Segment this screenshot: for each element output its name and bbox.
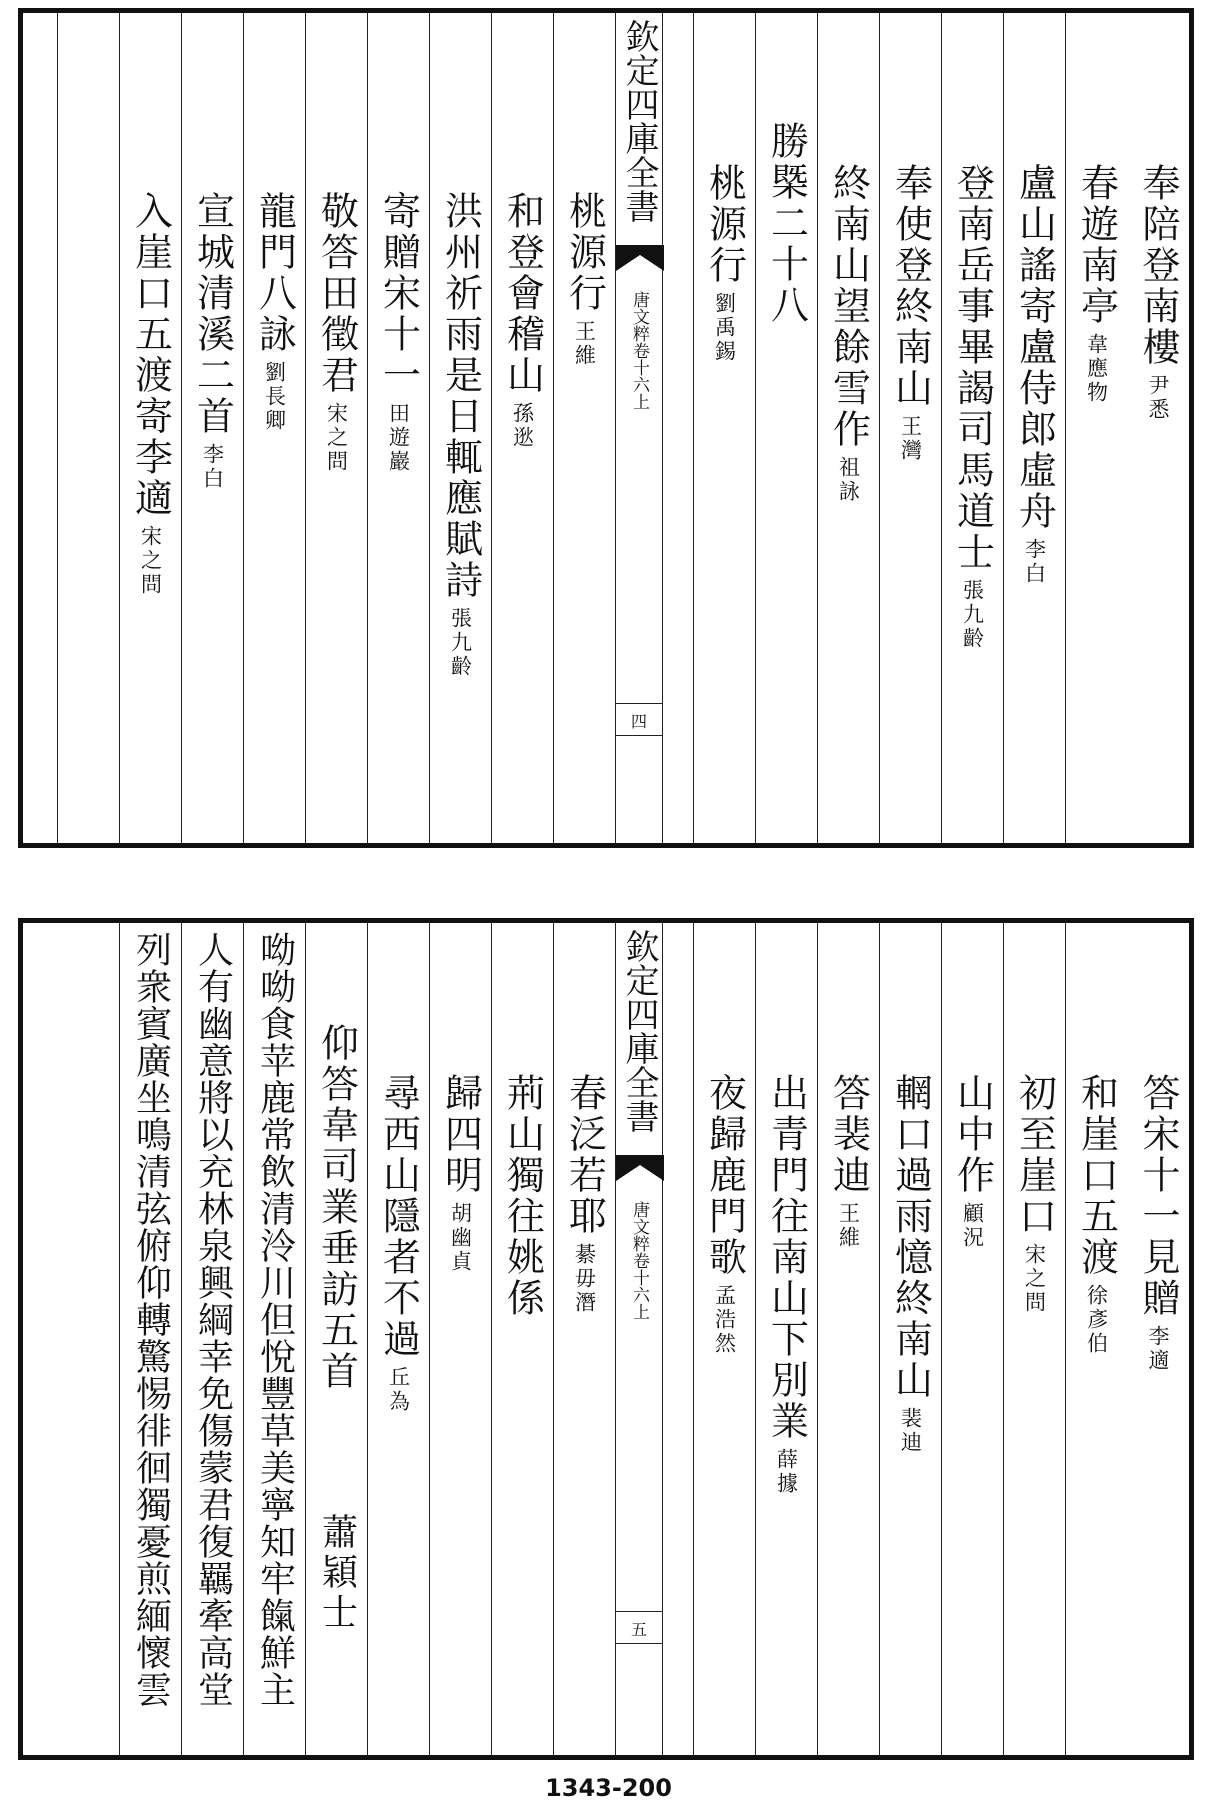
poem-title: 夜歸鹿門歌	[702, 1073, 747, 1278]
top-column-7	[755, 13, 817, 843]
poem-author: 孫逖	[510, 402, 535, 450]
poem-author: 尹悉	[1146, 374, 1170, 422]
fold-title: 欽定四庫全書	[619, 929, 659, 1133]
fold-separator	[616, 735, 662, 736]
fold-page-number: 五	[630, 1620, 648, 1639]
bottom-column-14	[243, 923, 305, 1755]
poem-title: 仰答韋司業垂訪五首	[314, 1023, 359, 1392]
poem-title: 和登會稽山	[500, 191, 545, 396]
fold-volume: 唐文粹卷十六上	[629, 291, 649, 410]
bottom-entry-3	[1012, 1073, 1057, 1315]
top-entry-12	[376, 191, 421, 474]
bottom-entry-2	[1074, 1073, 1119, 1356]
bottom-entry-6	[826, 1073, 871, 1250]
poem-author: 徐彥伯	[1084, 1284, 1109, 1356]
top-entry-17	[69, 191, 109, 197]
top-entry-15	[190, 191, 235, 491]
poem-author: 宋之問	[138, 525, 163, 597]
bottom-column-6	[817, 923, 879, 1755]
poem-author: 王維	[572, 320, 597, 368]
poem-title: 春泛若耶	[562, 1073, 607, 1237]
poem-title: 洪州祈雨是日輒應賦詩	[438, 191, 483, 601]
bottom-column-9	[553, 923, 615, 1755]
poem-title: 宣城清溪二首	[190, 191, 235, 437]
bottom-column-4	[941, 923, 1003, 1755]
poem-author: 張九齡	[960, 579, 985, 651]
top-column-2	[1065, 13, 1127, 843]
bottom-column-15	[181, 923, 243, 1755]
fold-separator	[616, 1611, 662, 1612]
poem-author: 祖詠	[836, 456, 861, 504]
bottom-entry-7	[764, 1073, 809, 1496]
bottom-entry-12	[376, 1073, 421, 1414]
bottom-entry-4	[950, 1073, 995, 1250]
poem-author: 王灣	[898, 415, 923, 463]
top-page-panel	[18, 8, 1194, 848]
top-entry-11	[438, 191, 483, 679]
poem-title: 終南山望餘雪作	[826, 163, 871, 450]
top-column-4	[941, 13, 1003, 843]
bottom-column-12	[367, 923, 429, 1755]
fold-separator	[616, 703, 662, 704]
poem-author: 顧況	[960, 1202, 985, 1250]
poem-author: 李適	[1146, 1325, 1170, 1373]
top-column-1	[1127, 13, 1189, 843]
poem-title: 荊山獨往姚係	[500, 1073, 545, 1319]
poem-title: 寄贈宋十一	[376, 191, 421, 396]
poem-author: 李白	[200, 443, 225, 491]
bottom-column-13	[305, 923, 367, 1755]
top-entry-9	[562, 191, 607, 368]
top-column-13	[305, 13, 367, 843]
poem-title: 龍門八詠	[252, 191, 297, 355]
top-entry-2	[1074, 163, 1119, 405]
poem-author: 韋應物	[1084, 333, 1109, 405]
poem-title: 和崖口五渡	[1074, 1073, 1119, 1278]
bottom-column-11	[429, 923, 491, 1755]
bottom-column-16	[119, 923, 181, 1755]
top-entry-1	[1138, 163, 1178, 422]
top-entry-8	[702, 163, 747, 364]
bottom-entry-11	[438, 1073, 483, 1274]
poem-line-2: 人有幽意將以充林泉興綱幸免傷蒙君復羈牽高堂	[192, 931, 234, 1708]
top-column-17	[57, 13, 119, 843]
poem-title: 登南岳事畢謁司馬道士	[950, 163, 995, 573]
bottom-column-10	[491, 923, 553, 1755]
poem-title: 奉使登終南山	[888, 163, 933, 409]
bottom-entry-10	[500, 1073, 545, 1325]
bottom-column-3	[1003, 923, 1065, 1755]
poem-title: 出青門往南山下別業	[764, 1073, 809, 1442]
top-column-16	[119, 13, 181, 843]
top-entry-10	[500, 191, 545, 450]
poem-title: 桃源行	[702, 163, 747, 286]
poem-author: 宋之問	[324, 402, 349, 474]
bottom-entry-5	[888, 1073, 933, 1455]
bottom-entry-9	[562, 1073, 607, 1315]
page-catalog-code: 1343-200	[545, 1774, 672, 1802]
bottom-column-2	[1065, 923, 1127, 1755]
poem-author: 綦毋潛	[572, 1243, 597, 1315]
poem-author: 裴迪	[898, 1407, 923, 1455]
poem-author: 宋之問	[1022, 1243, 1047, 1315]
poem-title: 答宋十一見贈	[1136, 1073, 1180, 1319]
poem-title: 山中作	[950, 1073, 995, 1196]
top-column-6	[817, 13, 879, 843]
poem-title: 盧山謠寄盧侍郎虛舟	[1012, 163, 1057, 532]
poem-line-1: 呦呦食苹鹿常飲清泠川但悅豐草美寧知牢餼鮮主	[254, 931, 296, 1708]
poem-author: 胡幽貞	[448, 1202, 473, 1274]
top-column-9	[553, 13, 615, 843]
top-column-3	[1003, 13, 1065, 843]
bottom-entry-8	[702, 1073, 747, 1356]
bottom-column-8	[693, 923, 755, 1755]
poem-author: 劉長卿	[262, 361, 287, 433]
poem-title: 輞口過雨憶終南山	[888, 1073, 933, 1401]
poem-line-3: 列衆賓廣坐鳴清弦俯仰轉驚惕徘徊獨憂煎緬懷雲	[130, 931, 172, 1708]
bottom-column-7	[755, 923, 817, 1755]
top-column-8	[693, 13, 755, 843]
poem-title: 敬答田徵君	[314, 191, 359, 396]
bottom-column-5	[879, 923, 941, 1755]
top-column-14	[243, 13, 305, 843]
top-center-fold	[615, 13, 663, 843]
poem-title: 奉陪登南樓	[1136, 163, 1180, 368]
poem-title: 答裴迪	[826, 1073, 871, 1196]
bottom-entry-13	[314, 1023, 359, 1398]
poem-author: 薛據	[774, 1448, 799, 1496]
poet-name: 蕭穎士	[316, 1513, 358, 1633]
top-entry-16	[128, 191, 173, 597]
top-entry-3	[1012, 163, 1057, 586]
poem-title: 桃源行	[562, 191, 607, 314]
poem-author: 王維	[836, 1202, 861, 1250]
fold-separator	[616, 1643, 662, 1644]
top-column-10	[491, 13, 553, 843]
fold-page-number: 四	[630, 712, 648, 731]
top-entry-4	[950, 163, 995, 651]
top-column-15	[181, 13, 243, 843]
poem-author: 孟浩然	[712, 1284, 737, 1356]
poem-title: 歸四明	[438, 1073, 483, 1196]
poem-title: 初至崖口	[1012, 1073, 1057, 1237]
fish-tail-mark	[616, 245, 664, 271]
top-entry-14	[252, 191, 297, 433]
bottom-entry-1	[1138, 1073, 1178, 1373]
poem-title: 春遊南亭	[1074, 163, 1119, 327]
top-column-11	[429, 13, 491, 843]
top-entry-5	[888, 163, 933, 463]
poem-title: 尋西山隱者不過	[376, 1073, 421, 1360]
top-entry-6	[826, 163, 871, 504]
poem-author: 張九齡	[448, 607, 473, 679]
poem-author: 劉禹錫	[712, 292, 737, 364]
poem-author: 丘為	[386, 1366, 411, 1414]
poem-title: 入崖口五渡寄李適	[128, 191, 173, 519]
top-column-12	[367, 13, 429, 843]
fold-title: 欽定四庫全書	[619, 19, 659, 223]
section-heading	[764, 121, 809, 332]
bottom-column-1	[1127, 923, 1189, 1755]
section-title: 勝槩二十八	[764, 121, 809, 326]
top-entry-13	[314, 191, 359, 474]
fold-volume: 唐文粹卷十六上	[629, 1201, 649, 1320]
bottom-page-panel	[18, 918, 1194, 1760]
fish-tail-mark	[616, 1155, 664, 1181]
bottom-center-fold	[615, 923, 663, 1755]
poem-author: 田遊巖	[386, 402, 411, 474]
poem-author: 李白	[1022, 538, 1047, 586]
top-column-5	[879, 13, 941, 843]
